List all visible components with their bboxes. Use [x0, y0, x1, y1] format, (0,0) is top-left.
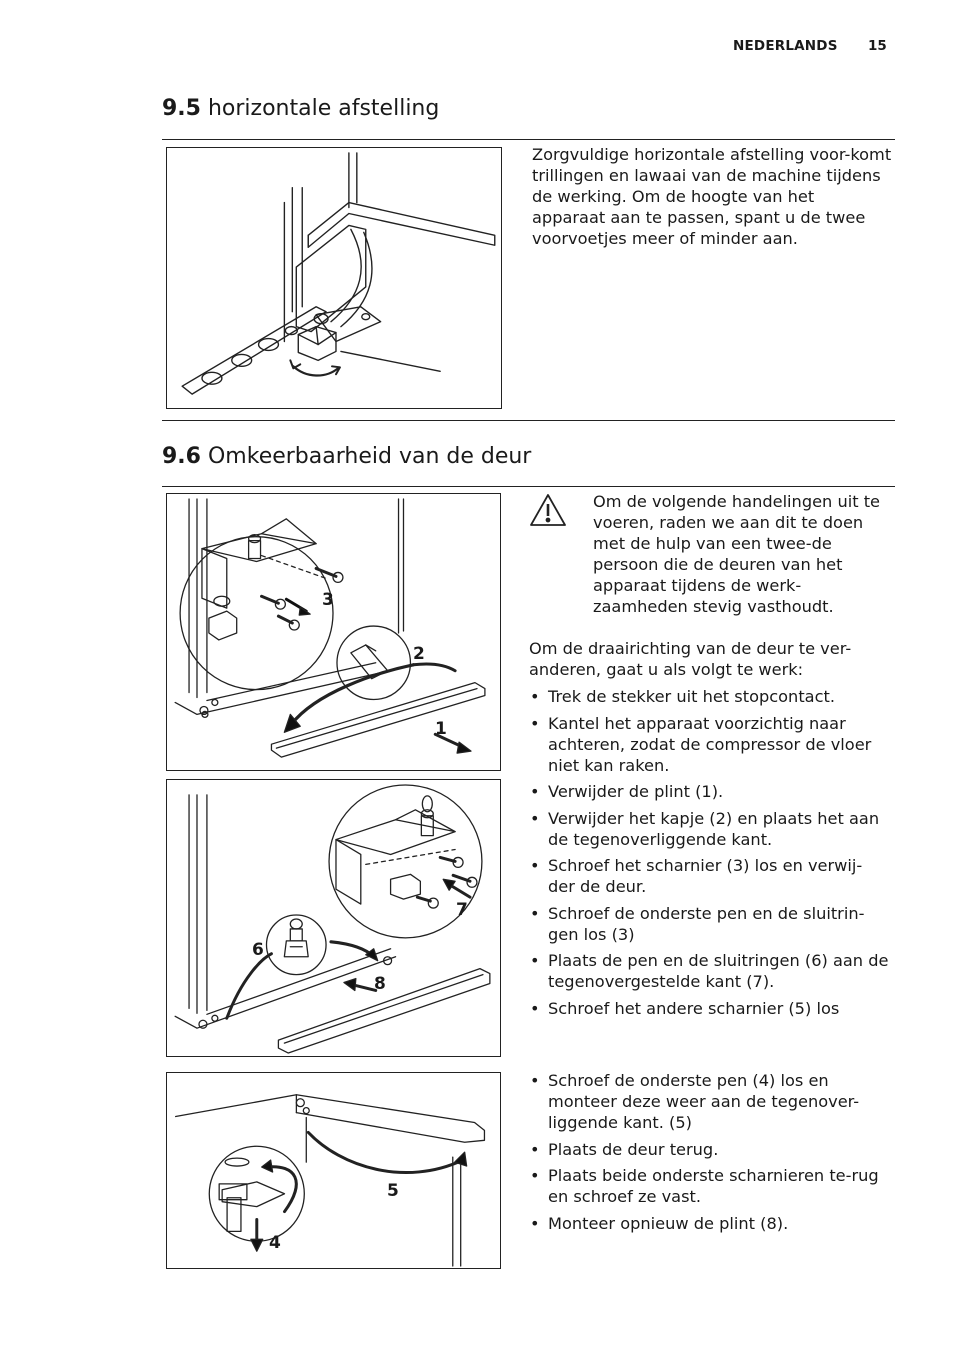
- door-pin-illustration-3: [166, 1072, 501, 1269]
- fig1-label-3: 3: [322, 590, 334, 610]
- fig2-label-6: 6: [252, 940, 264, 960]
- section-95-number: 9.5: [162, 96, 201, 121]
- list-item: • Plaats de deur terug.: [529, 1139, 889, 1160]
- list-item: • Schroef de onderste pen (4) los en monteer deze weer aan de tegenover-liggende kant. (5): [529, 1070, 889, 1133]
- list-item: • Schroef het scharnier (3) los en verwij-der de deur.: [529, 855, 889, 897]
- list-item: • Plaats beide onderste scharnieren te-rug en schroef ze vast.: [529, 1165, 889, 1207]
- section-95-bottom-rule: [162, 420, 895, 421]
- door-removal-illustration-2: [166, 779, 501, 1057]
- list-item: • Trek de stekker uit het stopcontact.: [529, 686, 889, 707]
- list-item: • Schroef het andere scharnier (5) los: [529, 998, 889, 1019]
- section-95-text: Zorgvuldige horizontale afstelling voor-komt trillingen en lawaai van de machine tijdens de werking. Om de hoogte van het apparaat aan te passen, spant u de twee voorvoetjes meer of minder aan.: [532, 145, 892, 248]
- warning-text: Om de volgende handelingen uit te voeren, raden we aan dit te doen met de hulp van een twee-de persoon die de deuren van het apparaat tijdens de werk-zaamheden stevig vasthoudt.: [593, 492, 881, 616]
- list-item: • Monteer opnieuw de plint (8).: [529, 1213, 889, 1234]
- steps-list-b: [529, 1070, 889, 1239]
- section-95-rule: [162, 139, 895, 140]
- fig2-label-7: 7: [456, 900, 468, 920]
- fig3-label-5: 5: [387, 1181, 399, 1201]
- warning-triangle-icon: [528, 492, 568, 528]
- fig2-label-8: 8: [374, 974, 386, 994]
- section-96-rule: [162, 486, 895, 487]
- list-item: • Kantel het apparaat voorzichtig naar achteren, zodat de compressor de vloer niet kan raken.: [529, 713, 889, 776]
- list-item: • Schroef de onderste pen en de sluitrin-gen los (3): [529, 903, 889, 945]
- section-96-title: Omkeerbaarheid van de deur: [207, 444, 532, 469]
- page-number: 15: [868, 38, 887, 54]
- intro-text: Om de draairichting van de deur te ver-anderen, gaat u als volgt te werk:: [529, 639, 852, 679]
- section-95-title: horizontale afstelling: [207, 96, 440, 121]
- list-item: • Verwijder de plint (1).: [529, 781, 889, 802]
- section-96-heading: [162, 444, 531, 469]
- steps-list-a: [529, 686, 889, 1024]
- header-language: NEDERLANDS: [733, 38, 838, 54]
- list-item: • Verwijder het kapje (2) en plaats het aan de tegenoverliggende kant.: [529, 808, 889, 850]
- door-removal-illustration-1: [166, 493, 501, 771]
- section-95-heading: [162, 96, 439, 121]
- fig1-label-2: 2: [413, 644, 425, 664]
- section-96-number: 9.6: [162, 444, 201, 469]
- fig1-label-1: 1: [435, 719, 447, 739]
- leveling-foot-illustration: [166, 147, 502, 409]
- fig3-label-4: 4: [269, 1233, 281, 1253]
- list-item: • Plaats de pen en de sluitringen (6) aan de tegenovergestelde kant (7).: [529, 950, 889, 992]
